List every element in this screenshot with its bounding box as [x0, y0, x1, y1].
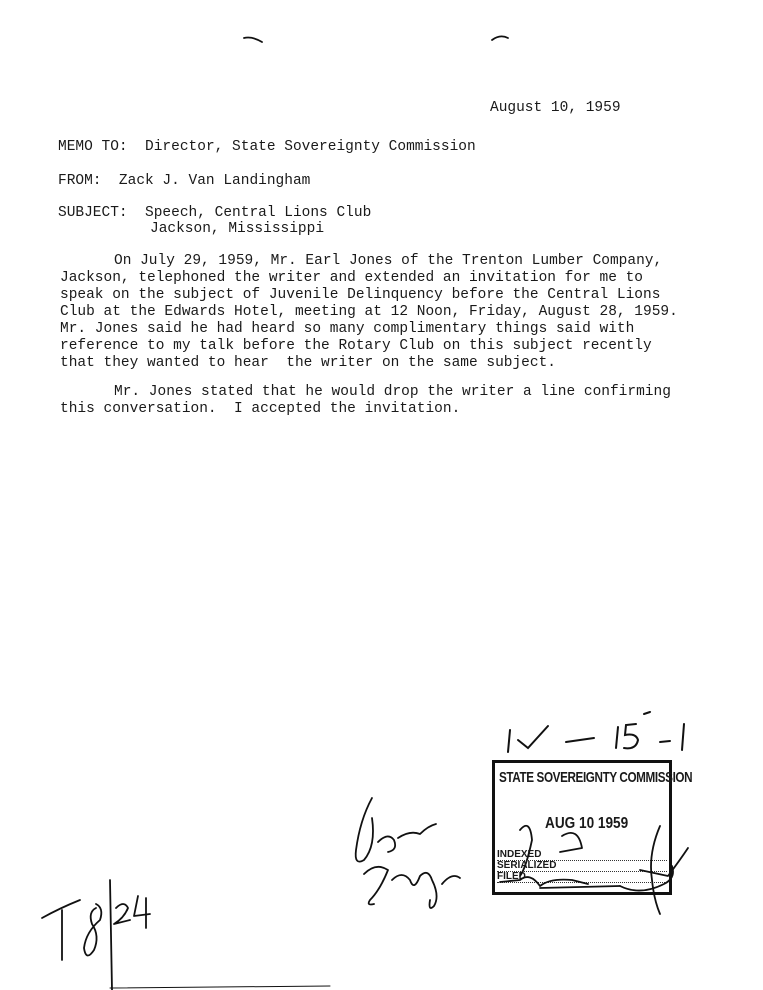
memo-paragraph-2 [60, 384, 720, 418]
memo-subject-row [58, 205, 371, 222]
paragraph-1-line: Mr. Jones said he had heard so many complimentary things said with [60, 321, 635, 337]
paragraph-1-line: reference to my talk before the Rotary Club on this subject recently [60, 338, 652, 354]
memo-to-label: MEMO TO: [58, 139, 128, 155]
stamp-serialized: SERIALIZED [497, 860, 667, 872]
memo-paragraph-1 [60, 253, 720, 372]
stamp-filed: FILED [497, 871, 667, 883]
paragraph-1-line: speak on the subject of Juvenile Delinquency before the Central Lions [60, 287, 661, 303]
stamp-indexed: INDEXED [497, 849, 667, 861]
memo-subject-label: SUBJECT: [58, 205, 128, 221]
memo-subject-line1: Speech, Central Lions Club [145, 205, 372, 221]
received-stamp [492, 760, 693, 895]
memo-date: August 10, 1959 [490, 100, 621, 116]
memo-subject-line2: Jackson, Mississippi [150, 221, 325, 237]
paragraph-1-line: that they wanted to hear the writer on the same subject. [60, 355, 556, 371]
paragraph-2-line: this conversation. I accepted the invitation. [60, 401, 461, 417]
stamp-date: AUG 10 1959 [545, 815, 629, 832]
paragraph-1-line: Jackson, telephoned the writer and extended an invitation for me to [60, 270, 643, 286]
memo-from-row [58, 173, 310, 190]
paragraph-1-line: Club at the Edwards Hotel, meeting at 12 Noon, Friday, August 28, 1959. [60, 304, 678, 320]
paragraph-2-line: Mr. Jones stated that he would drop the writer a line confirming [114, 384, 671, 400]
memo-from-value: Zack J. Van Landingham [118, 173, 311, 189]
stamp-title: STATE SOVEREIGNTY COMMISSION [499, 769, 693, 786]
paragraph-1-line: On July 29, 1959, Mr. Earl Jones of the Trenton Lumber Company, [114, 253, 663, 269]
memo-to-row [58, 139, 476, 156]
memo-to-value: Director, State Sovereignty Commission [145, 139, 476, 155]
memo-from-label: FROM: [58, 173, 102, 189]
